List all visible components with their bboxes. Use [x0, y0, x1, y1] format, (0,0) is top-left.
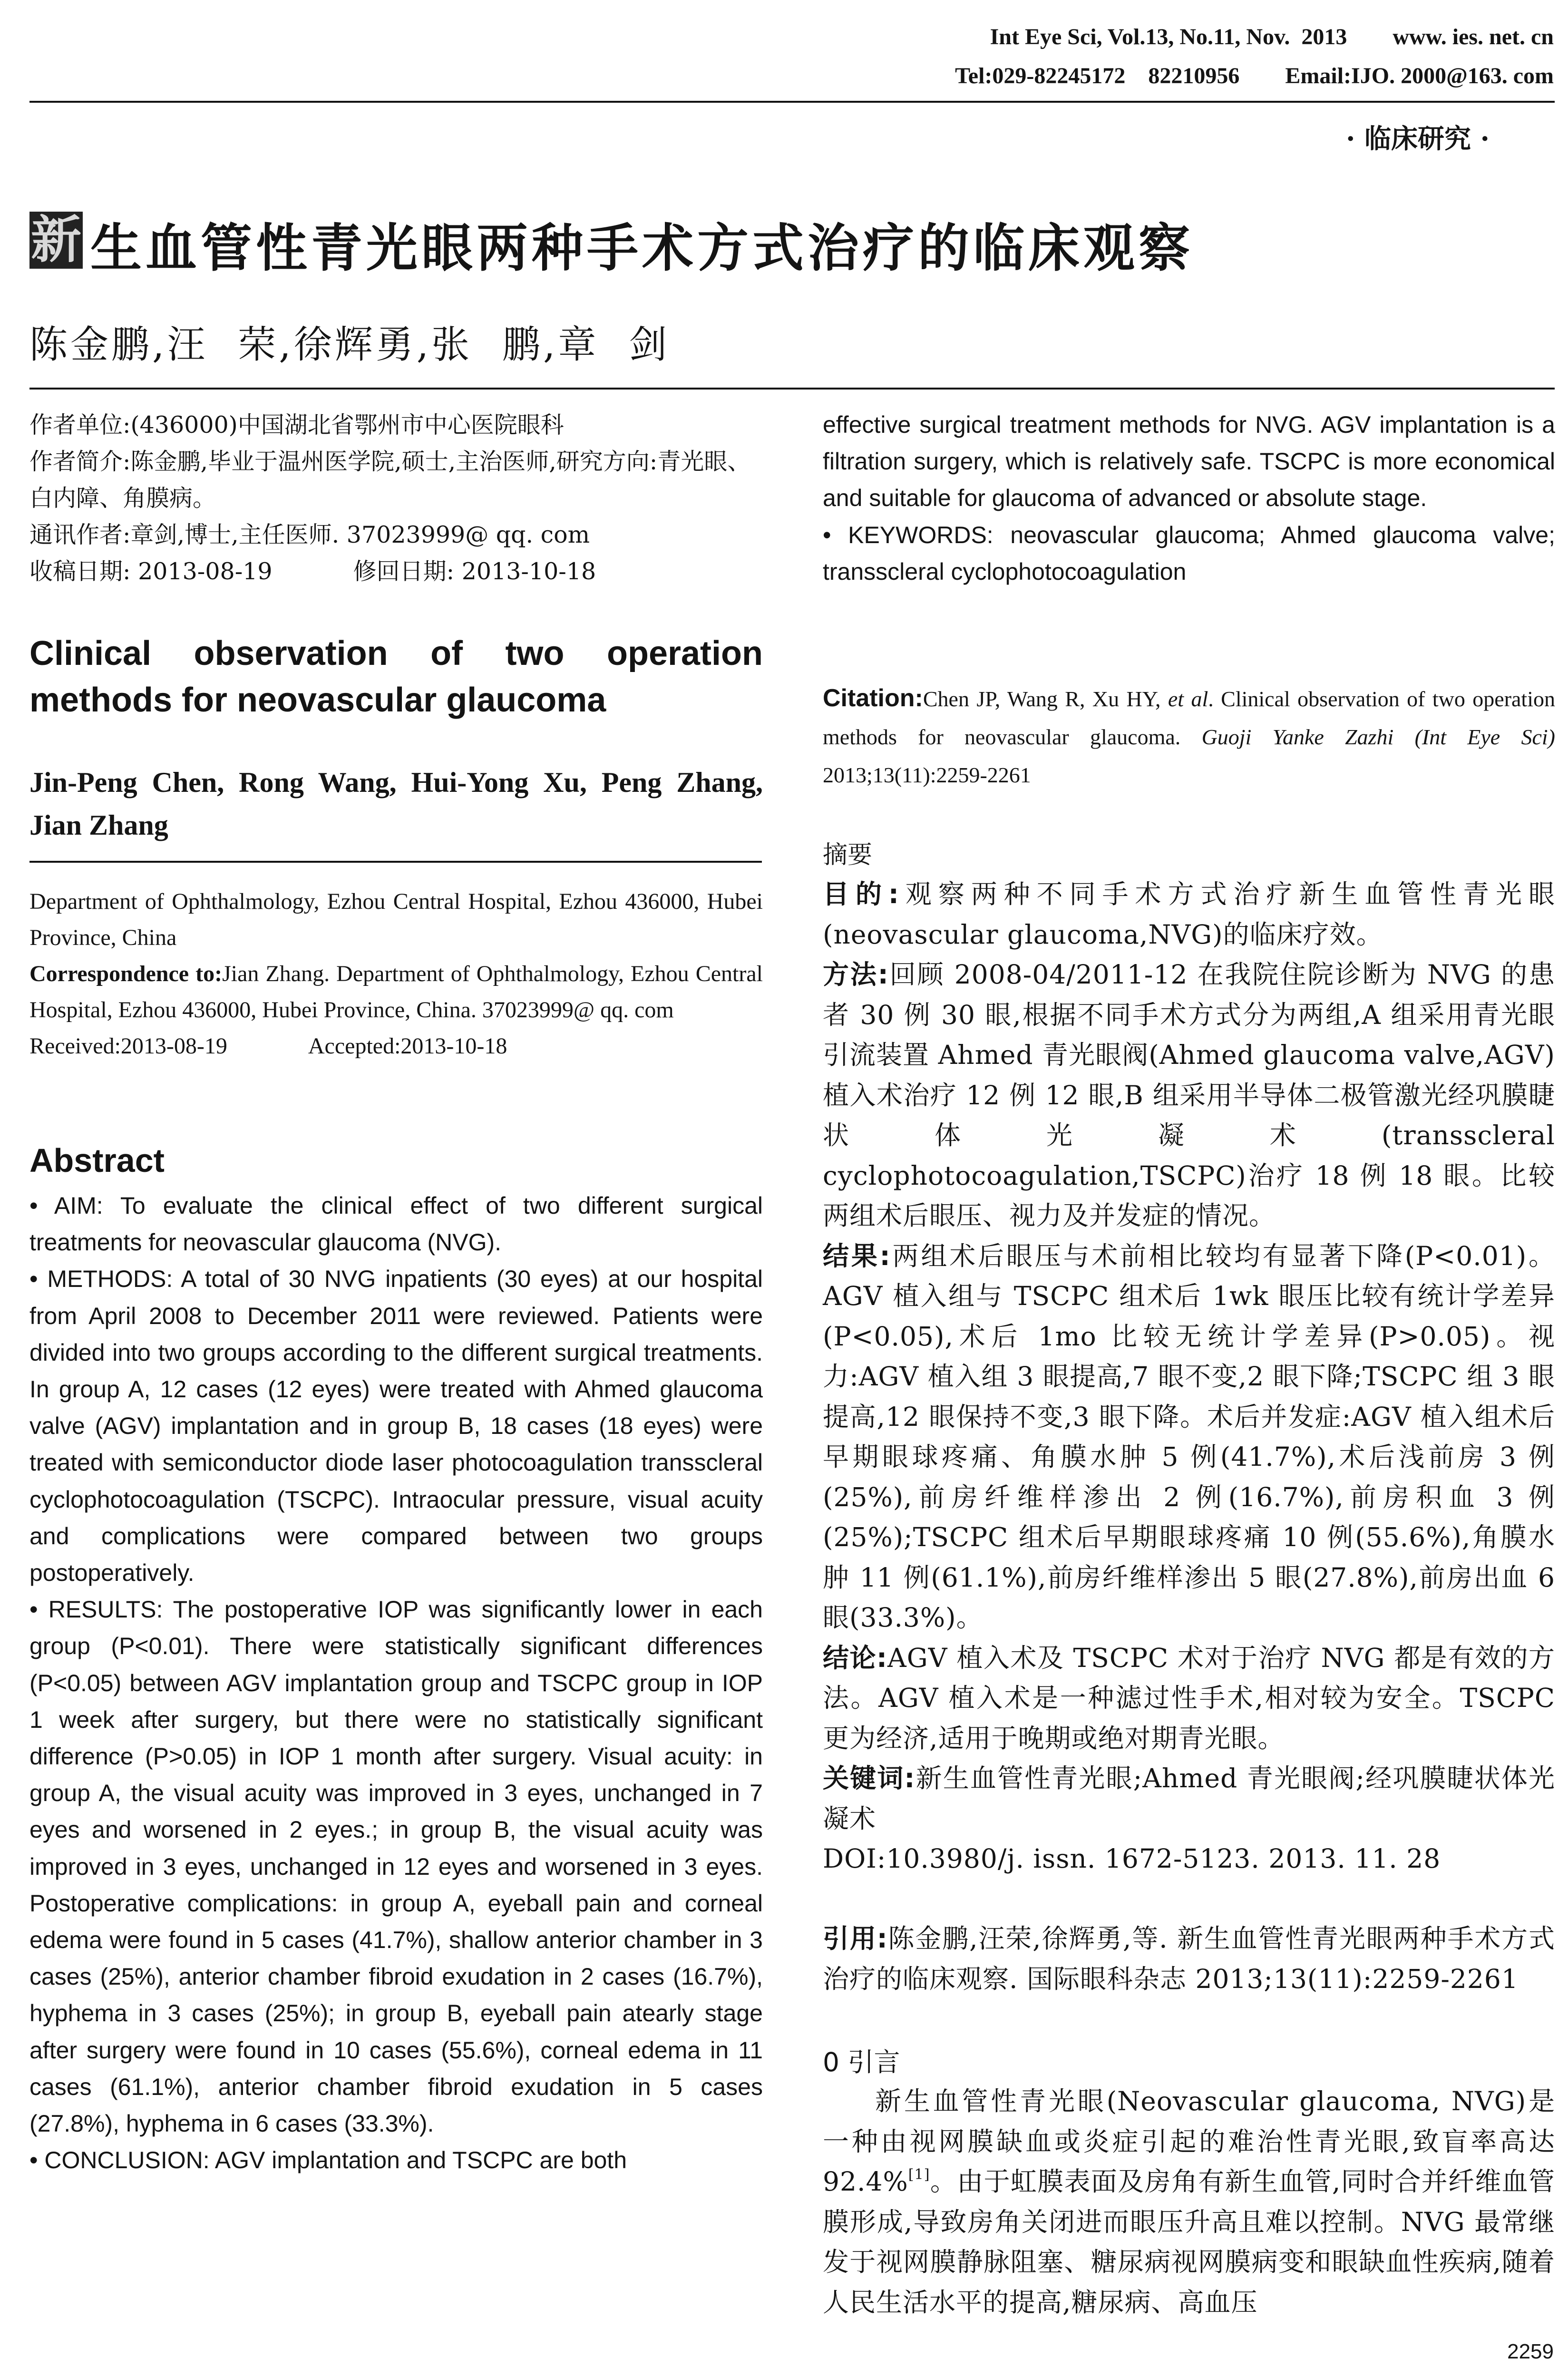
- zh-keywords: [823, 1758, 1555, 1839]
- zh-aim-text: 观察两种不同手术方式治疗新生血管性青光眼(neovascular glaucoma,NVG)的临床疗效。: [823, 879, 1555, 950]
- reference-marker[interactable]: [1]: [908, 2166, 930, 2183]
- abstract-body-left: [29, 1188, 763, 2179]
- author-info-chinese: [29, 407, 763, 590]
- title-first-char: 新: [29, 212, 83, 269]
- authors-chinese: 陈金鹏,汪 荣,徐辉勇,张 鹏,章 剑: [29, 322, 670, 367]
- dates-en: [29, 1028, 763, 1064]
- corresponding-author-cn: 通讯作者:章剑,博士,主任医师. 37023999@ qq. com: [29, 521, 590, 548]
- introduction-body: [823, 2081, 1555, 2322]
- abstract-methods: • METHODS: A total of 30 NVG inpatients (30 eyes) at our hospital from April 2008 to December 2011 were reviewed. Patients were divided into two groups according to the different surgical treatments. In group A, 12 cases (12 eyes) were treated with Ahmed glaucoma valve (AGV) implantation and in group B, 18 cases (18 eyes) were treated with semiconductor diode laser photocoagulation transscleral cyclophotocoagulation (TSCPC). Intraocular pressure, visual acuity and complications were compared between two groups postoperatively.: [29, 1266, 763, 1587]
- journal-contact-line: Tel:029-82245172 82210956 Email:IJO. 2000@163. com: [955, 63, 1554, 88]
- english-authors: Jin-Peng Chen, Rong Wang, Hui-Yong Xu, Peng Zhang, Jian Zhang: [29, 767, 763, 841]
- accepted-date-en: Accepted:2013-10-18: [308, 1033, 507, 1059]
- citation-ref: 2013;13(11):2259-2261: [823, 763, 1031, 787]
- zh-keywords-label: 关键词:: [823, 1763, 915, 1793]
- zh-aim-label: 目的:: [823, 879, 899, 909]
- intro-text-b: 。由于虹膜表面及房角有新生血管,同时合并纤维血管膜形成,导致房角关闭进而眼压升高且难以控制。NVG 最常继发于视网膜静脉阻塞、糖尿病视网膜病变和眼缺血性疾病,随着人民生活水平的提高,糖尿病、高血压: [823, 2166, 1555, 2318]
- english-authors-rule: [29, 861, 762, 863]
- chinese-citation: [823, 1919, 1555, 1999]
- citation-authors: Chen JP, Wang R, Xu HY,: [923, 687, 1161, 711]
- citation-text: . Clinical observation of two operation methods for neovascular glaucoma.: [823, 687, 1555, 749]
- department-en: Department of Ophthalmology, Ezhou Central Hospital, Ezhou 436000, Hubei Province, China: [29, 889, 763, 950]
- zh-results: [823, 1236, 1555, 1638]
- zh-conclusion-text: AGV 植入术及 TSCPC 术对于治疗 NVG 都是有效的方法。AGV 植入术是一种滤过性手术,相对较为安全。TSCPC 更为经济,适用于晚期或绝对期青光眼。: [823, 1642, 1556, 1754]
- correspondence-en: [29, 956, 763, 1028]
- citation-etal: et al: [1168, 687, 1208, 711]
- zh-methods: [823, 955, 1555, 1236]
- zh-conclusion: [823, 1638, 1555, 1759]
- citation-journal-en: (Int Eye Sci): [1414, 725, 1556, 749]
- zh-results-label: 结果:: [823, 1240, 891, 1271]
- correspondence-text: Jian Zhang. Department of Ophthalmology, Ezhou Central Hospital, Ezhou 436000, Hubei Province, China. 37023999@ qq. com: [29, 961, 763, 1023]
- header-rule: [29, 101, 1555, 103]
- abstract-conclusion-start: • CONCLUSION: AGV implantation and TSCPC are both: [29, 2147, 627, 2174]
- chinese-abstract-heading: 摘要: [823, 841, 873, 869]
- page-title: 生血管性青光眼两种手术方式治疗的临床观察: [90, 219, 1194, 278]
- zh-methods-text: 回顾 2008-04/2011-12 在我院住院诊断为 NVG 的患者 30 例 30 眼,根据不同手术方式分为两组,A 组采用青光眼引流装置 Ahmed 青光眼阀(Ahmed glaucoma valve,AGV)植入术治疗 12 例 12 眼,B 组采用半导体二极管激光经巩膜睫状体光凝术(transscleral cyclophotocoagulation,TSCPC)治疗 18 例 18 眼。比较两组术后眼压、视力及并发症的情况。: [823, 959, 1556, 1231]
- citation-block: [823, 679, 1555, 794]
- zh-aim: [823, 874, 1555, 955]
- abstract-keywords: • KEYWORDS: neovascular glaucoma; Ahmed glaucoma valve; transscleral cyclophotocoagulation: [823, 521, 1555, 585]
- zh-doi: DOI:10.3980/j. issn. 1672-5123. 2013. 11. 28: [823, 1843, 1441, 1874]
- abstract-conclusion-end: effective surgical treatment methods for NVG. AGV implantation is a filtration surgery, which is relatively safe. TSCPC is more economical and suitable for glaucoma of advanced or absolute stage.: [823, 411, 1555, 512]
- english-affiliation-block: [29, 884, 763, 1064]
- citation-label: Citation:: [823, 684, 923, 712]
- journal-header-line: Int Eye Sci, Vol.13, No.11, Nov. 2013 www. ies. net. cn: [990, 24, 1554, 49]
- abstract-heading: Abstract: [29, 1142, 165, 1179]
- chinese-citation-label: 引用:: [823, 1923, 888, 1954]
- zh-keywords-text: 新生血管性青光眼;Ahmed 青光眼阀;经巩膜睫状体光凝术: [823, 1763, 1555, 1834]
- zh-conclusion-label: 结论:: [823, 1642, 888, 1673]
- revised-date-cn: 修回日期: 2013-10-18: [353, 558, 596, 585]
- chinese-citation-text: 陈金鹏,汪荣,徐辉勇,等. 新生血管性青光眼两种手术方式治疗的临床观察. 国际眼科杂志 2013;13(11):2259-2261: [823, 1923, 1556, 1994]
- received-date-cn: 收稿日期: 2013-08-19: [29, 558, 273, 585]
- intro-text-a: 新生血管性青光眼(Neovascular glaucoma, NVG)是一种由视网膜缺血或炎症引起的难治性青光眼,致盲率高达 92.4%: [823, 2086, 1555, 2197]
- author-bio-cn: 作者简介:陈金鹏,毕业于温州医学院,硕士,主治医师,研究方向:青光眼、白内障、角膜病。: [29, 448, 751, 512]
- zh-results-text: 两组术后眼压与术前相比较均有显著下降(P<0.01)。AGV 植入组与 TSCPC 组术后 1wk 眼压比较有统计学差异(P<0.05),术后 1mo 比较无统计学差异(P>0.05)。视力:AGV 植入组 3 眼提高,7 眼不变,2 眼下降;TSCPC 组 3 眼提高,12 眼保持不变,3 眼下降。术后并发症:AGV 植入组术后早期眼球疼痛、角膜水肿 5 例(41.7%),术后浅前房 3 例(25%),前房纤维样渗出 2 例(16.7%),前房积血 3 例(25%);TSCPC 组术后早期眼球疼痛 10 例(55.6%),角膜水肿 11 例(61.1%),前房纤维样渗出 5 眼(27.8%),前房出血 6 眼(33.3%)。: [823, 1240, 1556, 1633]
- dates-cn: [29, 553, 763, 590]
- introduction-paragraph: [823, 2081, 1555, 2322]
- introduction-heading: 0 引言: [823, 2047, 900, 2077]
- zh-methods-label: 方法:: [823, 959, 889, 990]
- correspondence-label: Correspondence to:: [29, 961, 223, 986]
- abstract-results: • RESULTS: The postoperative IOP was significantly lower in each group (P<0.01). There were statistically significant differences (P<0.05) between AGV implantation group and TSCPC group in IOP 1 week after surgery, but there were no statistically significant difference (P>0.05) in IOP 1 month after surgery. Visual acuity: in group A, the visual acuity was improved in 3 eyes, unchanged in 7 eyes and worsened in 2 eyes.; in group B, the visual acuity was improved in 3 eyes, unchanged in 12 eyes and worsened in 3 eyes. Postoperative complications: in group A, eyeball pain and corneal edema were found in 5 cases (41.7%), shallow anterior chamber in 3 cases (25%), anterior chamber fibroid exudation in 2 cases (16.7%), hyphema in 3 cases (25%); in group B, eyeball pain atearly stage after surgery were found in 10 cases (55.6%), corneal edema in 11 cases (61.1%), anterior chamber fibroid exudation in 5 cases (27.8%), hyphema in 6 cases (33.3%).: [29, 1596, 763, 2137]
- affiliation-cn: 作者单位:(436000)中国湖北省鄂州市中心医院眼科: [29, 411, 564, 438]
- english-title: Clinical observation of two operation methods for neovascular glaucoma: [29, 634, 763, 719]
- chinese-abstract-body: [823, 874, 1555, 1879]
- received-date-en: Received:2013-08-19: [29, 1033, 227, 1059]
- page-number: 2259: [1507, 2340, 1554, 2363]
- title-rule: [29, 388, 1555, 390]
- section-label: · 临床研究 ·: [1346, 123, 1490, 155]
- abstract-aim: • AIM: To evaluate the clinical effect of two different surgical treatments for neovascular glaucoma (NVG).: [29, 1192, 763, 1256]
- citation-journal: Guoji Yanke Zazhi: [1201, 725, 1394, 749]
- abstract-body-right: [823, 407, 1555, 590]
